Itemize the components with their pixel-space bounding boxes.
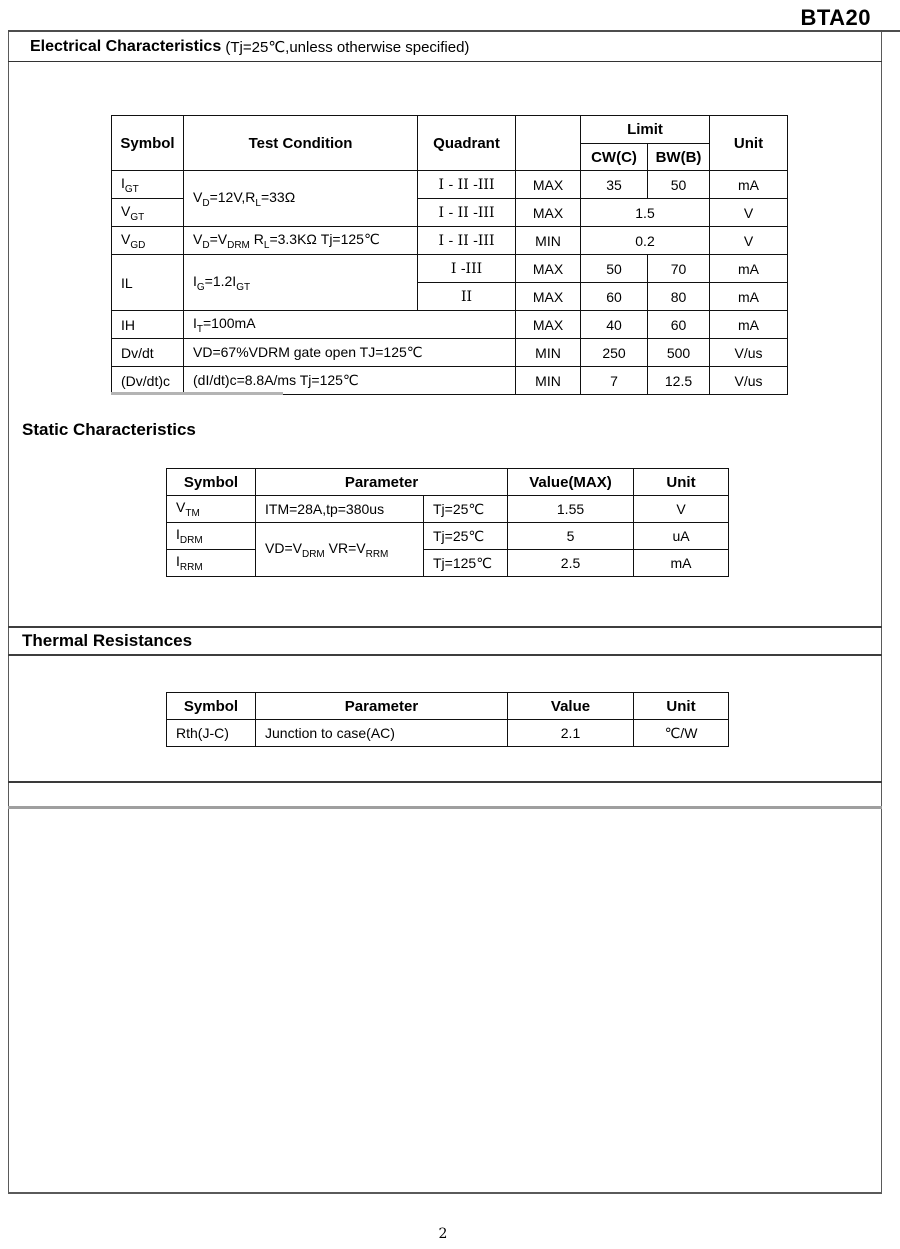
ec-vgt-quadrant: I - II -III (418, 199, 516, 227)
ec-ih-symbol: IH (112, 311, 184, 339)
thermal-resistances-header (8, 626, 882, 656)
st-row-vtm (167, 496, 729, 523)
st-row-irrm (167, 550, 729, 577)
ec-il2-unit: mA (710, 283, 788, 311)
ec-row-il-1 (112, 255, 788, 283)
ec-ih-bw: 60 (648, 311, 710, 339)
st-col-header-symbol: Symbol (167, 469, 256, 496)
ec-cond-dvdtc: (dI/dt)c=8.8A/ms Tj=125℃ (184, 367, 516, 395)
st-col-header-value: Value(MAX) (508, 469, 634, 496)
st-shared-condition: $VD=V_{DRM}$ $VR=V_{RRM}$ (256, 523, 424, 577)
ec-dvdtc-bw: 12.5 (648, 367, 710, 395)
st-col-header-unit: Unit (634, 469, 729, 496)
ec-vgt-value: 1.5 (581, 199, 710, 227)
ec-col-header-cw: CW(C) (581, 144, 648, 171)
ec-dvdtc-unit: V/us (710, 367, 788, 395)
ec-cond-dvdt: VD=67%VDRM gate open TJ=125℃ (184, 339, 516, 367)
ec-vgd-quadrant: I - II -III (418, 227, 516, 255)
th-col-header-symbol: Symbol (167, 693, 256, 720)
ec-il1-quadrant: I -III (418, 255, 516, 283)
electrical-characteristics-header (8, 32, 882, 62)
st-idrm-value: 5 (508, 523, 634, 550)
scan-artifact (111, 392, 283, 395)
ec-igt-symbol: $I_{GT}$ (112, 171, 184, 199)
ec-igt-bw: 50 (648, 171, 710, 199)
ec-col-header-unit: Unit (710, 116, 788, 171)
ec-ih-cw: 40 (581, 311, 648, 339)
ec-cond-il: $I_G=1.2I_{GT}$ (184, 255, 418, 311)
ec-ih-unit: mA (710, 311, 788, 339)
ec-row-dvdtc (112, 367, 788, 395)
ec-ih-minmax: MAX (516, 311, 581, 339)
st-vtm-value: 1.55 (508, 496, 634, 523)
ec-dvdtc-minmax: MIN (516, 367, 581, 395)
electrical-title: Electrical Characteristics (30, 37, 222, 55)
th-col-header-value: Value (508, 693, 634, 720)
ec-row-vgd (112, 227, 788, 255)
ec-col-header-limit: Limit (581, 116, 710, 144)
st-irrm-unit: mA (634, 550, 729, 577)
ec-dvdt-symbol: Dv/dt (112, 339, 184, 367)
ec-row-ih (112, 311, 788, 339)
ec-row-dvdt (112, 339, 788, 367)
ec-il2-bw: 80 (648, 283, 710, 311)
st-irrm-tj: Tj=125℃ (424, 550, 508, 577)
section-divider-line (8, 781, 882, 783)
ec-col-header-blank (516, 116, 581, 171)
ec-cond-vgd: $V_D=V_{DRM}$ $R_L=3.3K\Omega$ Tj=125℃ (184, 227, 418, 255)
st-idrm-unit: uA (634, 523, 729, 550)
st-row-idrm (167, 523, 729, 550)
ec-il1-bw: 70 (648, 255, 710, 283)
ec-dvdt-minmax: MIN (516, 339, 581, 367)
st-idrm-tj: Tj=25℃ (424, 523, 508, 550)
ec-col-header-symbol: Symbol (112, 116, 184, 171)
section-divider-line-gray (8, 806, 882, 809)
ec-dvdt-bw: 500 (648, 339, 710, 367)
thermal-resistances-table (166, 692, 729, 747)
ec-vgt-minmax: MAX (516, 199, 581, 227)
ec-igt-unit: mA (710, 171, 788, 199)
page-number: 2 (438, 1226, 448, 1242)
st-irrm-symbol: $I_{RRM}$ (167, 550, 256, 577)
ec-cond-gt: $V_D=12V,R_L=33\Omega$ (184, 171, 418, 227)
part-number: BTA20 (800, 5, 871, 30)
st-idrm-symbol: $I_{DRM}$ (167, 523, 256, 550)
electrical-characteristics-table (111, 115, 788, 395)
ec-vgt-unit: V (710, 199, 788, 227)
ec-col-header-bw: BW(B) (648, 144, 710, 171)
ec-vgt-symbol: $V_{GT}$ (112, 199, 184, 227)
ec-row-igt (112, 171, 788, 199)
ec-igt-minmax: MAX (516, 171, 581, 199)
st-col-header-parameter: Parameter (256, 469, 508, 496)
ec-vgd-value: 0.2 (581, 227, 710, 255)
ec-il1-unit: mA (710, 255, 788, 283)
ec-il-symbol: IL (112, 255, 184, 311)
ec-dvdtc-cw: 7 (581, 367, 648, 395)
th-col-header-unit: Unit (634, 693, 729, 720)
ec-il1-minmax: MAX (516, 255, 581, 283)
electrical-subtitle: (Tj=25℃,unless otherwise specified) (221, 38, 470, 56)
static-characteristics-table (166, 468, 729, 577)
ec-col-header-quadrant: Quadrant (418, 116, 516, 171)
ec-vgd-unit: V (710, 227, 788, 255)
ec-il2-minmax: MAX (516, 283, 581, 311)
ec-dvdt-cw: 250 (581, 339, 648, 367)
ec-vgd-minmax: MIN (516, 227, 581, 255)
ec-vgd-symbol: $V_{GD}$ (112, 227, 184, 255)
ec-igt-cw: 35 (581, 171, 648, 199)
st-irrm-value: 2.5 (508, 550, 634, 577)
th-col-header-parameter: Parameter (256, 693, 508, 720)
th-row-rth (167, 720, 729, 747)
ec-dvdt-unit: V/us (710, 339, 788, 367)
ec-cond-ih: $I_T=100mA$ (184, 311, 516, 339)
ec-dvdtc-symbol: (Dv/dt)c (112, 367, 184, 395)
st-vtm-condition: ITM=28A,tp=380us (256, 496, 424, 523)
static-characteristics-title: Static Characteristics (22, 420, 196, 439)
ec-il1-cw: 50 (581, 255, 648, 283)
st-vtm-symbol: $V_{TM}$ (167, 496, 256, 523)
ec-igt-quadrant: I - II -III (418, 171, 516, 199)
st-vtm-unit: V (634, 496, 729, 523)
th-rth-parameter: Junction to case(AC) (256, 720, 508, 747)
th-rth-unit: ℃/W (634, 720, 729, 747)
st-vtm-tj: Tj=25℃ (424, 496, 508, 523)
ec-il2-quadrant: II (418, 283, 516, 311)
th-rth-symbol: Rth(J-C) (167, 720, 256, 747)
thermal-title: Thermal Resistances (22, 631, 193, 650)
ec-col-header-test-condition: Test Condition (184, 116, 418, 171)
th-rth-value: 2.1 (508, 720, 634, 747)
ec-il2-cw: 60 (581, 283, 648, 311)
